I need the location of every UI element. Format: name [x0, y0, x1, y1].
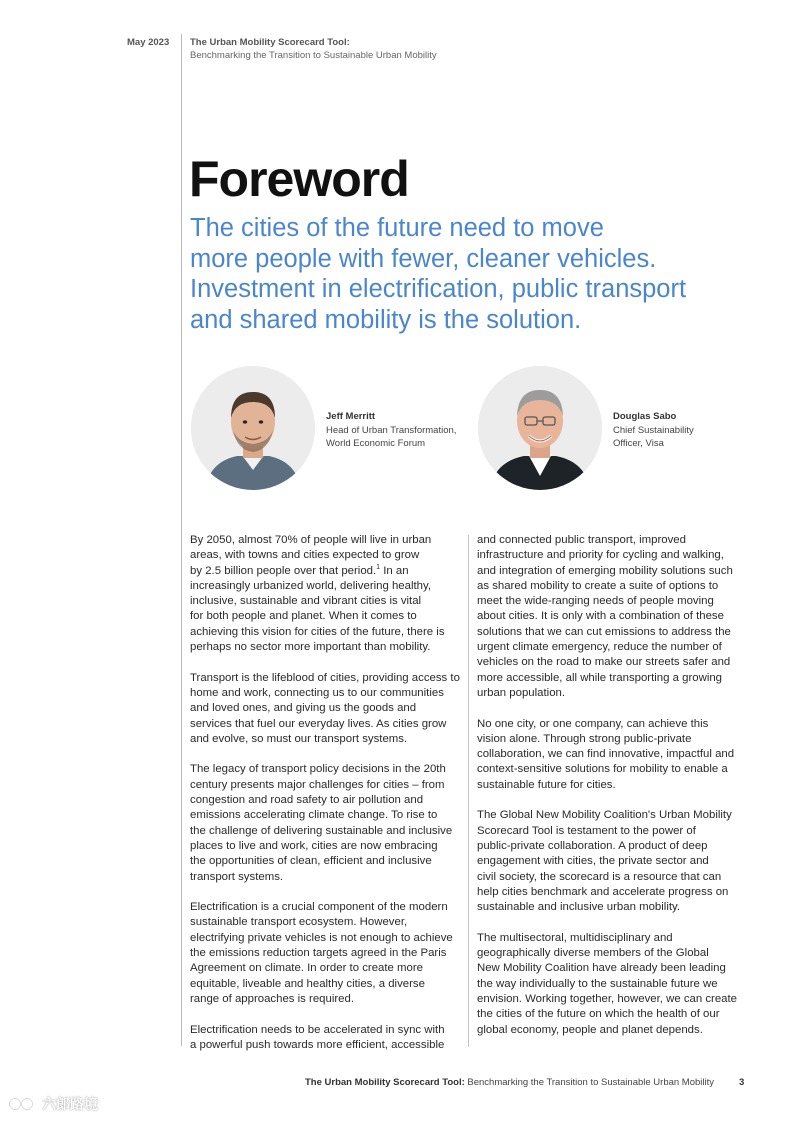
text-line: help cities benchmark and accelerate progress on: [477, 885, 729, 898]
text-line: The multisectoral, multidisciplinary and: [477, 931, 673, 944]
text-line: home and work, connecting us to our communities: [190, 686, 444, 699]
text-line: the way individually to the sustainable future we: [477, 977, 718, 990]
text-line: the emissions reduction targets agreed in the Paris: [190, 947, 447, 960]
text-line: more accessible, all while transporting a growing: [477, 671, 723, 684]
paragraph: [477, 808, 749, 915]
text-line: and evolve, so must our transport systems.: [190, 732, 408, 745]
paragraph: [190, 533, 462, 655]
text-line: Electrification needs to be accelerated in sync with: [190, 1023, 445, 1036]
text-line: sustainable and inclusive urban mobility.: [477, 901, 681, 914]
text-line: the challenge of delivering sustainable and inclusive: [190, 824, 453, 837]
text-line: vehicles on the road to make our streets safer and: [477, 656, 731, 669]
text-line: solutions that we can cut emissions to address the: [477, 625, 731, 638]
text-line: Electrification is a crucial component of the modern: [190, 901, 448, 914]
text-line: equitable, liveable and healthy cities, a diverse: [190, 977, 425, 990]
text-line: increasingly urbanized world, delivering healthy,: [190, 579, 432, 592]
person-organization: Officer, Visa: [613, 438, 664, 449]
text-line: the cities of the future on which the health of our: [477, 1008, 720, 1021]
text-line: collaboration, we can find innovative, impactful and: [477, 748, 735, 761]
paragraph: [190, 671, 462, 747]
lead-line: and shared mobility is the solution.: [190, 305, 582, 334]
text-line: a powerful push towards more efficient, accessible: [190, 1038, 445, 1051]
text-line: By 2050, almost 70% of people will live in urban: [190, 534, 432, 546]
paragraph: [190, 762, 462, 884]
lead-statement: [190, 213, 750, 335]
text-line: century presents major challenges for cities – from: [190, 778, 445, 791]
lead-line: The cities of the future need to move: [190, 214, 604, 242]
footer-title-bold: The Urban Mobility Scorecard Tool:: [305, 1077, 465, 1088]
text-line: Scorecard Tool is testament to the power of: [477, 824, 696, 837]
text-line: No one city, or one company, can achieve this: [477, 717, 709, 730]
text-line: sustainable future for cities.: [477, 778, 616, 791]
text-line: achieving this vision for cities of the future, there is: [190, 625, 445, 638]
text-line: perhaps no sector more important than mobility.: [190, 641, 431, 654]
text-line: New Mobility Coalition have already been leading: [477, 962, 726, 975]
paragraph: [477, 931, 749, 1038]
text-line: global economy, people and planet depends.: [477, 1023, 703, 1036]
text-line: Agreement on climate. In order to create more: [190, 962, 423, 975]
text-line: services that fuel our everyday lives. As cities grow: [190, 717, 447, 730]
text-line: urgent climate emergency, reduce the number of: [477, 641, 722, 654]
lead-line: Investment in electrification, public transport: [190, 275, 687, 303]
person-name: Jeff Merritt: [326, 411, 376, 422]
person-caption-jeff-merritt: [326, 410, 456, 451]
portrait-jeff-merritt: [191, 366, 315, 490]
header-vertical-rule: [181, 34, 182, 1046]
text-line: places to live and work, cities are now embracing: [190, 839, 438, 852]
header-date: May 2023: [127, 37, 170, 48]
footer-title: [305, 1077, 714, 1088]
person-name: Douglas Sabo: [613, 411, 677, 422]
text-line: congestion and road safety to air pollution and: [190, 794, 424, 807]
paragraph: [190, 1023, 462, 1054]
text-line: about cities. It is only with a combination of these: [477, 610, 724, 623]
column-divider: [468, 535, 469, 1047]
text-line: envision. Working together, however, we can create: [477, 992, 738, 1005]
text-line: and loved ones, and giving us the goods and: [190, 702, 417, 715]
text-line: context-sensitive solutions for mobility to enable a: [477, 763, 728, 776]
footnote-ref[interactable]: 1: [376, 563, 381, 571]
text-line: meet the wide-ranging needs of people moving: [477, 595, 714, 608]
text-line: public-private collaboration. A product of deep: [477, 839, 708, 852]
text-line: engagement with cities, the private sector and: [477, 855, 709, 868]
text-line: sustainable transport ecosystem. However,: [190, 916, 408, 929]
portrait-illustration: [478, 366, 602, 490]
text-line: transport systems.: [190, 870, 284, 883]
text-line: geographically diverse members of the Global: [477, 947, 709, 960]
text-line: Transport is the lifeblood of cities, providing access to: [190, 671, 460, 684]
lead-line: more people with fewer, cleaner vehicles.: [190, 244, 657, 273]
text-line: as shared mobility to create a suite of options to: [477, 579, 719, 592]
body-column-right: [477, 533, 749, 1053]
watermark-logo-icon: [8, 1095, 38, 1113]
paragraph: [477, 717, 749, 793]
paragraph: [477, 533, 749, 701]
portrait-illustration: [191, 366, 315, 490]
text-line: areas, with towns and cities expected to grow: [190, 549, 420, 562]
text-line: vision alone. Through strong public-private: [477, 732, 692, 745]
paragraph: [190, 900, 462, 1007]
footer-title-rest: Benchmarking the Transition to Sustainable Urban Mobility: [464, 1077, 715, 1088]
page-number: 3: [739, 1077, 745, 1088]
text-line: range of approaches is required.: [190, 992, 355, 1005]
header-subtitle: Benchmarking the Transition to Sustainable Urban Mobility: [190, 50, 437, 61]
body-column-left: [190, 533, 462, 1068]
page-title: Foreword: [189, 151, 409, 207]
text-line: The legacy of transport policy decisions in the 20th: [190, 763, 446, 776]
text-line: and integration of emerging mobility solutions such: [477, 564, 733, 577]
text-line: infrastructure and priority for cycling and walking,: [477, 549, 724, 562]
text-line: electrifying private vehicles is not enough to achieve: [190, 931, 453, 944]
text-line: The Global New Mobility Coalition's Urban Mobility: [477, 809, 732, 822]
text-line: emissions accelerating climate change. To rise to: [190, 809, 438, 822]
watermark: [8, 1094, 98, 1114]
text-line: inclusive, sustainable and vibrant cities is vital: [190, 595, 422, 608]
text-line: the opportunities of clean, efficient and inclusive: [190, 855, 432, 868]
portrait-douglas-sabo: [478, 366, 602, 490]
text-fragment: by 2.5 billion people over that period.: [190, 564, 377, 577]
text-line: [190, 564, 462, 579]
person-role: Chief Sustainability: [613, 424, 694, 436]
header-title: The Urban Mobility Scorecard Tool:: [190, 37, 350, 48]
watermark-text: 六郎路境: [42, 1096, 98, 1112]
person-caption-douglas-sabo: [613, 410, 694, 451]
text-line: for both people and planet. When it comes to: [190, 610, 417, 623]
text-line: urban population.: [477, 686, 566, 699]
person-organization: World Economic Forum: [326, 438, 426, 449]
person-role: Head of Urban Transformation,: [326, 424, 457, 436]
text-fragment: In an: [380, 564, 409, 577]
text-line: civil society, the scorecard is a resource that can: [477, 870, 722, 883]
text-line: and connected public transport, improved: [477, 534, 686, 546]
